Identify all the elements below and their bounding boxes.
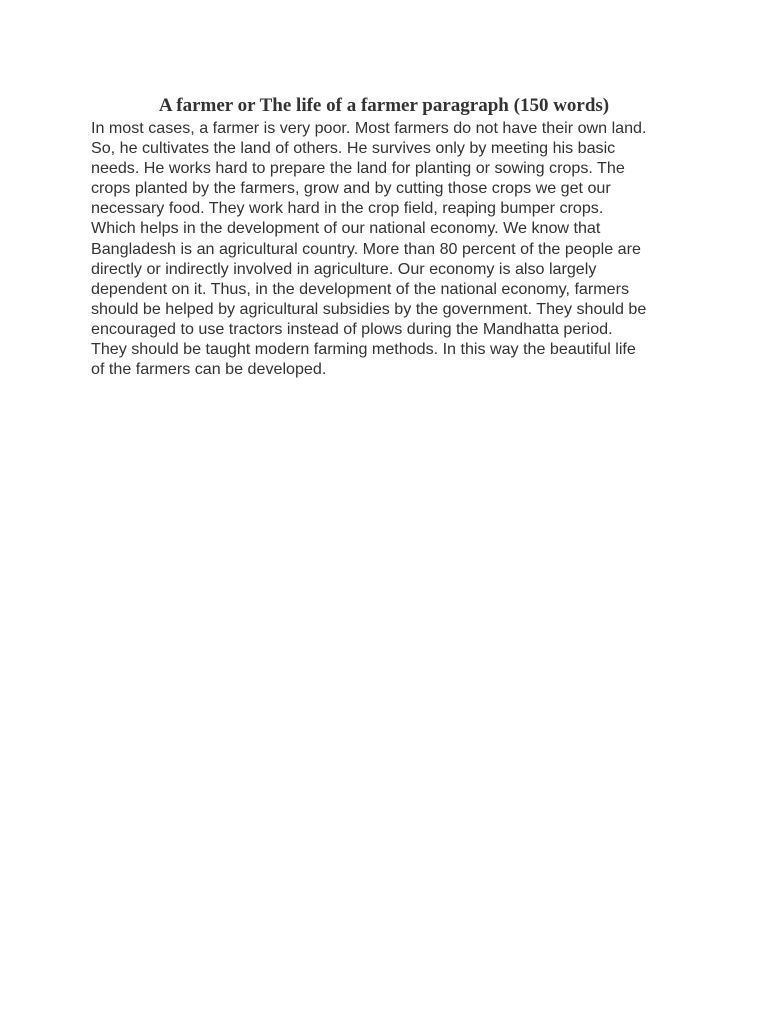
paragraph-line: directly or indirectly involved in agriculture. Our economy is also largely: [91, 259, 597, 278]
paragraph-line: So, he cultivates the land of others. He survives only by meeting his basic: [91, 139, 616, 158]
document-title: A farmer or The life of a farmer paragraph (150 words): [158, 95, 610, 116]
paragraph-line: of the farmers can be developed.: [91, 360, 327, 379]
paragraph-line: Which helps in the development of our national economy. We know that: [91, 219, 601, 238]
paragraph-line: crops planted by the farmers, grow and by cutting those crops we get our: [91, 179, 611, 198]
paragraph-line: encouraged to use tractors instead of plows during the Mandhatta period.: [91, 319, 613, 338]
paragraph-line: should be helped by agricultural subsidies by the government. They should be: [91, 299, 647, 318]
paragraph-line: necessary food. They work hard in the crop field, reaping bumper crops.: [91, 199, 604, 218]
paragraph-line: Bangladesh is an agricultural country. More than 80 percent of the people are: [91, 239, 641, 258]
body-paragraph: [91, 118, 691, 379]
paragraph-line: In most cases, a farmer is very poor. Most farmers do not have their own land.: [91, 119, 647, 137]
paragraph-line: needs. He works hard to prepare the land for planting or sowing crops. The: [91, 159, 625, 178]
paragraph-line: They should be taught modern farming methods. In this way the beautiful life: [91, 340, 636, 359]
paragraph-line: dependent on it. Thus, in the development of the national economy, farmers: [91, 279, 629, 298]
